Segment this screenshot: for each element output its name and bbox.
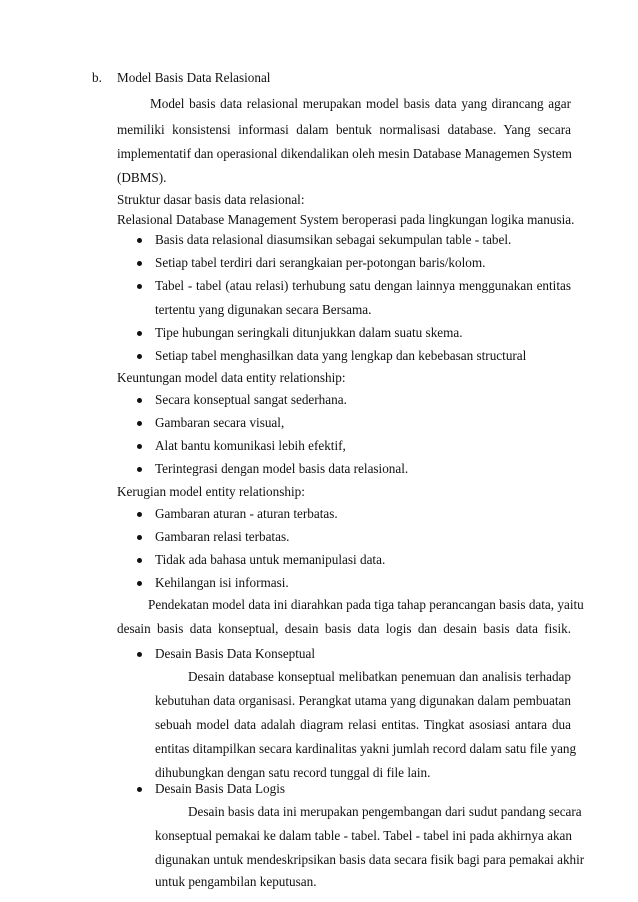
konseptual-line: Desain database konseptual melibatkan penemuan dan analisis terhadap — [188, 669, 571, 684]
bullet-icon — [137, 652, 142, 657]
section-heading: Model Basis Data Relasional — [117, 70, 271, 85]
konseptual-line: sebuah model data adalah diagram relasi entitas. Tingkat asosiasi antara dua — [155, 717, 571, 732]
logis-line: untuk pengambilan keputusan. — [155, 874, 317, 889]
kerugian-item: Tidak ada bahasa untuk memanipulasi data. — [155, 552, 386, 567]
section-marker: b. — [92, 70, 102, 85]
intro-line: Model basis data relasional merupakan model basis data yang dirancang agar — [150, 96, 571, 111]
struktur-item: Setiap tabel terdiri dari serangkaian per-potongan baris/kolom. — [155, 255, 486, 270]
konseptual-line: kebutuhan data organisasi. Perangkat utama yang digunakan dalam pembuatan — [155, 693, 571, 708]
bullet-icon — [137, 444, 142, 449]
keuntungan-item: Alat bantu komunikasi lebih efektif, — [155, 438, 346, 453]
keuntungan-item: Secara konseptual sangat sederhana. — [155, 392, 347, 407]
struktur-heading: Struktur dasar basis data relasional: — [117, 192, 305, 207]
bullet-icon — [137, 581, 142, 586]
logis-heading: Desain Basis Data Logis — [155, 781, 286, 796]
konseptual-line: dihubungkan dengan satu record tunggal di file lain. — [155, 765, 431, 780]
struktur-item: Setiap tabel menghasilkan data yang lengkap dan kebebasan structural — [155, 348, 527, 363]
kerugian-item: Gambaran aturan - aturan terbatas. — [155, 506, 338, 521]
bullet-icon — [137, 787, 142, 792]
keuntungan-item: Terintegrasi dengan model basis data relasional. — [155, 461, 409, 476]
bullet-icon — [137, 331, 142, 336]
logis-line: Desain basis data ini merupakan pengembangan dari sudut pandang secara — [188, 804, 582, 819]
logis-line: digunakan untuk mendeskripsikan basis data secara fisik bagi para pemakai akhir — [155, 852, 585, 867]
pendekatan-line: desain basis data konseptual, desain basis data logis dan desain basis data fisik. — [117, 621, 571, 636]
intro-line: memiliki konsistensi informasi dalam bentuk normalisasi database. Yang secara — [117, 122, 571, 137]
kerugian-item: Gambaran relasi terbatas. — [155, 529, 290, 544]
bullet-icon — [137, 398, 142, 403]
bullet-icon — [137, 238, 142, 243]
bullet-icon — [137, 421, 142, 426]
struktur-statement: Relasional Database Management System beroperasi pada lingkungan logika manusia. — [117, 212, 575, 227]
struktur-item-continued: tertentu yang digunakan secara Bersama. — [155, 302, 372, 317]
keuntungan-heading: Keuntungan model data entity relationship: — [117, 370, 346, 385]
bullet-icon — [137, 284, 142, 289]
struktur-item: Tabel - tabel (atau relasi) terhubung satu dengan lainnya menggunakan entitas — [155, 278, 571, 293]
bullet-icon — [137, 512, 142, 517]
bullet-icon — [137, 558, 142, 563]
bullet-icon — [137, 467, 142, 472]
bullet-icon — [137, 261, 142, 266]
struktur-item: Basis data relasional diasumsikan sebagai sekumpulan table - tabel. — [155, 232, 512, 247]
keuntungan-item: Gambaran secara visual, — [155, 415, 285, 430]
bullet-icon — [137, 354, 142, 359]
intro-line: implementatif dan operasional dikendalikan oleh mesin Database Managemen System — [117, 146, 572, 161]
logis-line: konseptual pemakai ke dalam table - tabel. Tabel - tabel ini pada akhirnya akan — [155, 828, 573, 843]
bullet-icon — [137, 535, 142, 540]
pendekatan-line: Pendekatan model data ini diarahkan pada tiga tahap perancangan basis data, yaitu — [148, 597, 584, 612]
struktur-item: Tipe hubungan seringkali ditunjukkan dalam suatu skema. — [155, 325, 463, 340]
konseptual-heading: Desain Basis Data Konseptual — [155, 646, 316, 661]
kerugian-item: Kehilangan isi informasi. — [155, 575, 289, 590]
kerugian-heading: Kerugian model entity relationship: — [117, 484, 305, 499]
konseptual-line: entitas ditampilkan secara kardinalitas yakni jumlah record dalam satu file yang — [155, 741, 577, 756]
intro-line: (DBMS). — [117, 170, 167, 185]
